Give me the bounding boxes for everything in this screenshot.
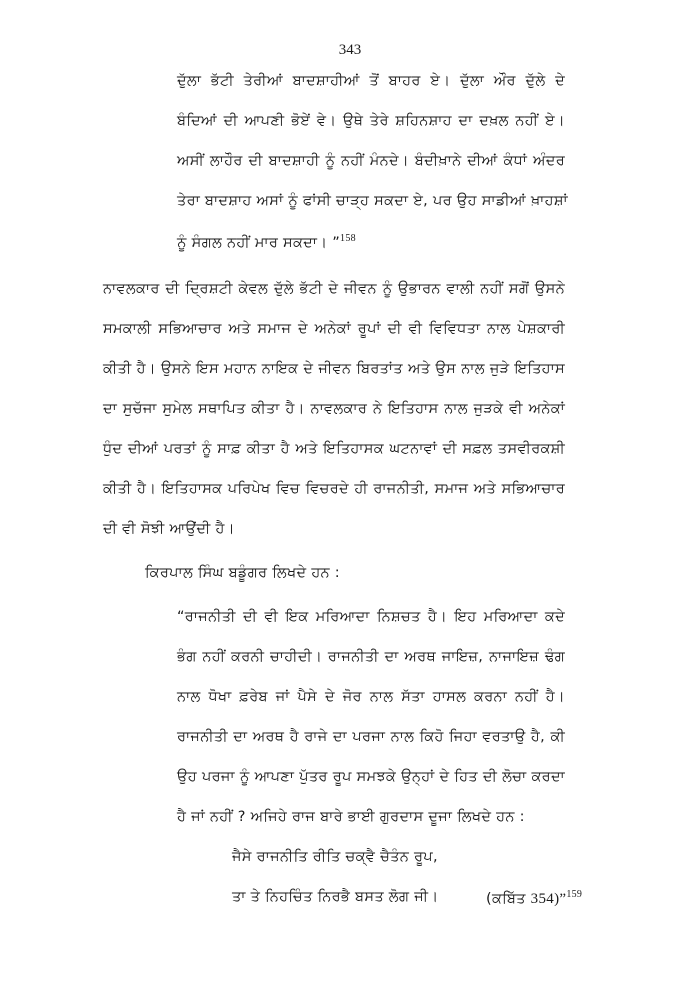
quote-line: “ਰਾਜਨੀਤੀ ਦੀ ਵੀ ਇਕ ਮਰਿਆਦਾ ਨਿਸ਼ਚਤ ਹੈ। ਇਹ ਮਰਿਆਦਾ ਕਦੇ [177,609,565,625]
quote-line: ਬੰਦਿਆਂ ਦੀ ਆਪਣੀ ਭੋਏਂ ਵੇ। ਉਥੇ ਤੇਰੇ ਸ਼ਹਿਨਸ਼ਾਹ ਦਾ ਦਖ਼ਲ ਨਹੀਂ ਏ। [177,113,565,129]
citation-number: 354 [530,890,555,907]
paragraph-line: ਕੀਤੀ ਹੈ। ਇਤਿਹਾਸਕ ਪਰਿਪੇਖ ਵਿਚ ਵਿਚਰਦੇ ਹੀ ਰਾਜਨੀਤੀ, ਸਮਾਜ ਅਤੇ ਸਭਿਆਚਾਰ [103,481,565,497]
verse-line: ਤਾ ਤੇ ਨਿਹਚਿੰਤ ਨਿਰਭੈ ਬਸਤ ਲੋਗ ਜੀ। [232,889,439,905]
quote-line: ਤੇਰਾ ਬਾਦਸ਼ਾਹ ਅਸਾਂ ਨੂੰ ਫਾਂਸੀ ਚਾੜ੍ਹ ਸਕਦਾ ਏ, ਪਰ ਉਹ ਸਾਡੀਆਂ ਖ਼ਾਹਸ਼ਾਂ [177,193,568,209]
quote-line: ਅਸੀਂ ਲਾਹੌਰ ਦੀ ਬਾਦਸ਼ਾਹੀ ਨੂੰ ਨਹੀਂ ਮੰਨਦੇ। ਬੰਦੀਖ਼ਾਨੇ ਦੀਆਂ ਕੰਧਾਂ ਅੰਦਰ [177,153,565,169]
paragraph-line: ਧੁੰਦ ਦੀਆਂ ਪਰਤਾਂ ਨੂੰ ਸਾਫ਼ ਕੀਤਾ ਹੈ ਅਤੇ ਇਤਿਹਾਸਕ ਘਟਨਾਵਾਂ ਦੀ ਸਫ਼ਲ ਤਸਵੀਰਕਸ਼ੀ [103,441,565,457]
quote-line: ਉਹ ਪਰਜਾ ਨੂੰ ਆਪਣਾ ਪੁੱਤਰ ਰੂਪ ਸਮਝਕੇ ਉਨ੍ਹਾਂ ਦੇ ਹਿਤ ਦੀ ਲੋਚਾ ਕਰਦਾ [177,769,565,785]
paragraph-line: ਦਾ ਸੁਚੱਜਾ ਸੁਮੇਲ ਸਥਾਪਿਤ ਕੀਤਾ ਹੈ। ਨਾਵਲਕਾਰ ਨੇ ਇਤਿਹਾਸ ਨਾਲ ਜੁੜਕੇ ਵੀ ਅਨੇਕਾਂ [103,401,565,417]
quote-line: ਭੰਗ ਨਹੀਂ ਕਰਨੀ ਚਾਹੀਦੀ। ਰਾਜਨੀਤੀ ਦਾ ਅਰਥ ਜਾਇਜ਼, ਨਾਜਾਇਜ਼ ਢੰਗ [177,649,565,665]
paragraph-line: ਨਾਵਲਕਾਰ ਦੀ ਦ੍ਰਿਸ਼ਟੀ ਕੇਵਲ ਦੁੱਲੇ ਭੱਟੀ ਦੇ ਜੀਵਨ ਨੂੰ ਉਭਾਰਨ ਵਾਲੀ ਨਹੀਂ ਸਗੋਂ ਉਸਨੇ [103,281,565,297]
quote-line: ਨਾਲ ਧੋਖਾ ਫ਼ਰੇਬ ਜਾਂ ਪੈਸੇ ਦੇ ਜੋਰ ਨਾਲ ਸੱਤਾ ਹਾਸਲ ਕਰਨਾ ਨਹੀਂ ਹੈ। [177,689,565,705]
quote-line [177,233,356,251]
citation-label: (ਕਬਿੱਤ [486,890,531,907]
quote-intro: ਕਿਰਪਾਲ ਸਿੰਘ ਬਡੂੰਗਰ ਲਿਖਦੇ ਹਨ : [145,565,340,581]
paragraph-line: ਕੀਤੀ ਹੈ। ਉਸਨੇ ਇਸ ਮਹਾਨ ਨਾਇਕ ਦੇ ਜੀਵਨ ਬਿਰਤਾਂਤ ਅਤੇ ਉਸ ਨਾਲ ਜੁੜੇ ਇਤਿਹਾਸ [103,361,565,377]
verse-citation [486,889,582,908]
quote-text: ਨੂੰ ਸੰਗਲ ਨਹੀਂ ਮਾਰ ਸਕਦਾ। ” [177,234,341,251]
quote-line: ਹੈ ਜਾਂ ਨਹੀਂ ? ਅਜਿਹੇ ਰਾਜ ਬਾਰੇ ਭਾਈ ਗੁਰਦਾਸ ਦੂਜਾ ਲਿਖਦੇ ਹਨ : [177,809,525,825]
verse-line: ਜੈਸੇ ਰਾਜਨੀਤਿ ਰੀਤਿ ਚਕ੍ਵੈ ਚੈਤੰਨ ਰੂਪ, [232,849,438,865]
footnote-marker: 158 [340,233,356,244]
quote-line: ਰਾਜਨੀਤੀ ਦਾ ਅਰਥ ਹੈ ਰਾਜੇ ਦਾ ਪਰਜਾ ਨਾਲ ਕਿਹੋ ਜਿਹਾ ਵਰਤਾਉ ਹੈ, ਕੀ [177,729,565,745]
quote-line: ਦੁੱਲਾ ਭੱਟੀ ਤੇਰੀਆਂ ਬਾਦਸ਼ਾਹੀਆਂ ਤੋਂ ਬਾਹਰ ਏ। ਦੁੱਲਾ ਔਰ ਦੁੱਲੇ ਦੇ [177,73,565,89]
paragraph-line: ਸਮਕਾਲੀ ਸਭਿਆਚਾਰ ਅਤੇ ਸਮਾਜ ਦੇ ਅਨੇਕਾਂ ਰੂਪਾਂ ਦੀ ਵੀ ਵਿਵਿਧਤਾ ਨਾਲ ਪੇਸ਼ਕਾਰੀ [103,321,565,337]
footnote-marker: 159 [566,889,583,900]
paragraph-line: ਦੀ ਵੀ ਸੋਝੀ ਆਉਂਦੀ ਹੈ। [103,521,235,537]
citation-close: )” [554,890,567,907]
page-number: 343 [338,42,362,58]
